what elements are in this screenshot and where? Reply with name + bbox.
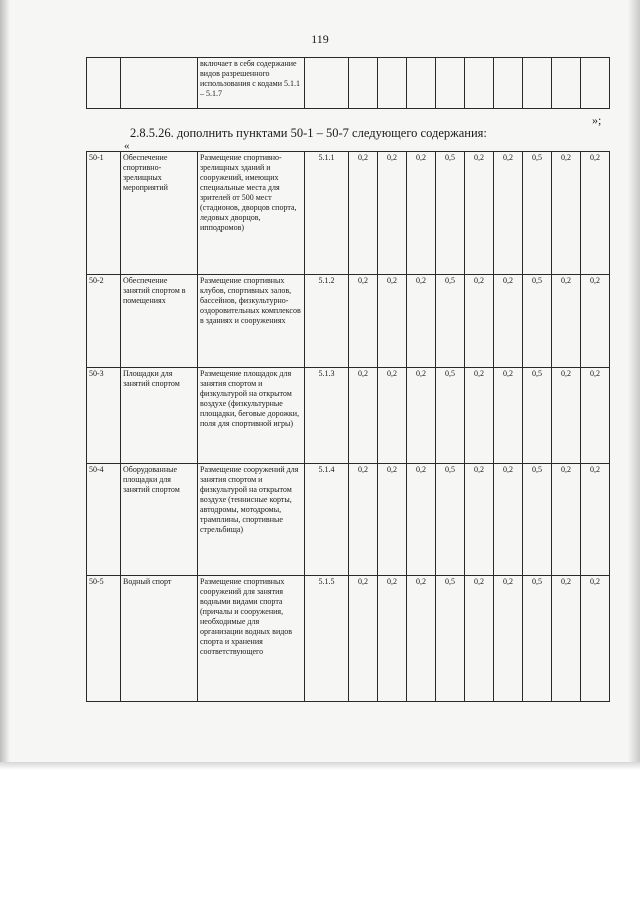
row-value: 0,2 [465,576,494,702]
page-number: 119 [311,32,329,46]
scan-edge-left [0,0,10,768]
row-value: 0,5 [523,275,552,368]
section-heading: 2.8.5.26. дополнить пунктами 50-1 – 50-7 следующего содержания: [130,126,487,140]
table-row [87,576,610,702]
row-value: 0,5 [436,576,465,702]
row-description: Размещение спортивно-зрелищных зданий и сооружений, имеющих специальные места для зрителей от 500 мест (стадионов, дворцов спорта, ледовых дворцов, ипподромов) [198,152,305,275]
row-value: 0,2 [349,464,378,576]
table-row [87,275,610,368]
opening-quote: « [124,140,130,152]
row-code: 5.1.2 [305,275,349,368]
row-description: Размещение сооружений для занятия спортом и физкультурой на открытом воздухе (теннисные корты, автодромы, мотодромы, трамплины, спортивные стрельбища) [198,464,305,576]
row-code: 5.1.1 [305,152,349,275]
continued-table [86,57,610,109]
row-value: 0,2 [581,464,610,576]
row-number: 50-2 [87,275,121,368]
row-value: 0,5 [523,576,552,702]
cell-value [349,58,378,109]
cell-value [494,58,523,109]
row-name: Площадки для занятий спортом [121,368,198,464]
row-value: 0,2 [552,275,581,368]
row-value: 0,2 [378,275,407,368]
table-row [87,368,610,464]
row-description: Размещение спортивных сооружений для занятия водными видами спорта (причалы и сооружения, необходимые для организации водных видов спорта и хранения соответствующего [198,576,305,702]
cell-name [121,58,198,109]
row-code: 5.1.5 [305,576,349,702]
continued-table-row [87,58,610,109]
row-value: 0,5 [436,275,465,368]
row-value: 0,5 [436,464,465,576]
row-name: Оборудованные площадки для занятий спортом [121,464,198,576]
row-name: Обеспечение занятий спортом в помещениях [121,275,198,368]
row-value: 0,5 [523,464,552,576]
row-value: 0,2 [407,275,436,368]
row-value: 0,2 [378,464,407,576]
row-value: 0,2 [581,576,610,702]
row-value: 0,2 [581,275,610,368]
row-name: Водный спорт [121,576,198,702]
row-value: 0,2 [407,464,436,576]
row-value: 0,2 [494,576,523,702]
row-value: 0,2 [581,368,610,464]
row-value: 0,5 [523,368,552,464]
cell-value [407,58,436,109]
row-value: 0,2 [349,275,378,368]
row-value: 0,2 [552,576,581,702]
row-number: 50-3 [87,368,121,464]
row-value: 0,2 [494,464,523,576]
row-value: 0,2 [378,152,407,275]
row-value: 0,2 [349,152,378,275]
row-value: 0,2 [465,152,494,275]
row-value: 0,2 [407,576,436,702]
row-number: 50-4 [87,464,121,576]
row-value: 0,2 [349,368,378,464]
row-value: 0,2 [465,368,494,464]
cell-value [523,58,552,109]
row-value: 0,2 [407,368,436,464]
row-value: 0,2 [349,576,378,702]
cell-code [305,58,349,109]
row-description: Размещение площадок для занятия спортом и физкультурой на открытом воздухе (физкультурные площадки, беговые дорожки, поля для спортивной игры) [198,368,305,464]
row-code: 5.1.3 [305,368,349,464]
row-name: Обеспечение спортивно-зрелищных мероприятий [121,152,198,275]
scan-edge-right [628,0,640,768]
scan-bottom-edge [0,762,640,770]
amendment-table [86,151,610,702]
row-value: 0,2 [378,368,407,464]
table-row [87,152,610,275]
cell-value [581,58,610,109]
row-value: 0,5 [523,152,552,275]
cell-value [436,58,465,109]
row-description: Размещение спортивных клубов, спортивных залов, бассейнов, физкультурно-оздоровительных комплексов в зданиях и сооружениях [198,275,305,368]
cell-desc: включает в себя содержание видов разрешенного использования с кодами 5.1.1 – 5.1.7 [198,58,305,109]
row-value: 0,2 [552,368,581,464]
cell-value [378,58,407,109]
cell-num [87,58,121,109]
row-value: 0,2 [581,152,610,275]
row-value: 0,5 [436,152,465,275]
cell-value [465,58,494,109]
row-value: 0,5 [436,368,465,464]
row-value: 0,2 [465,464,494,576]
row-code: 5.1.4 [305,464,349,576]
row-value: 0,2 [494,275,523,368]
row-value: 0,2 [552,464,581,576]
row-number: 50-1 [87,152,121,275]
row-value: 0,2 [465,275,494,368]
row-number: 50-5 [87,576,121,702]
row-value: 0,2 [378,576,407,702]
row-value: 0,2 [552,152,581,275]
table-row [87,464,610,576]
cell-value [552,58,581,109]
row-value: 0,2 [407,152,436,275]
row-value: 0,2 [494,368,523,464]
closing-quote: »; [592,113,602,127]
row-value: 0,2 [494,152,523,275]
